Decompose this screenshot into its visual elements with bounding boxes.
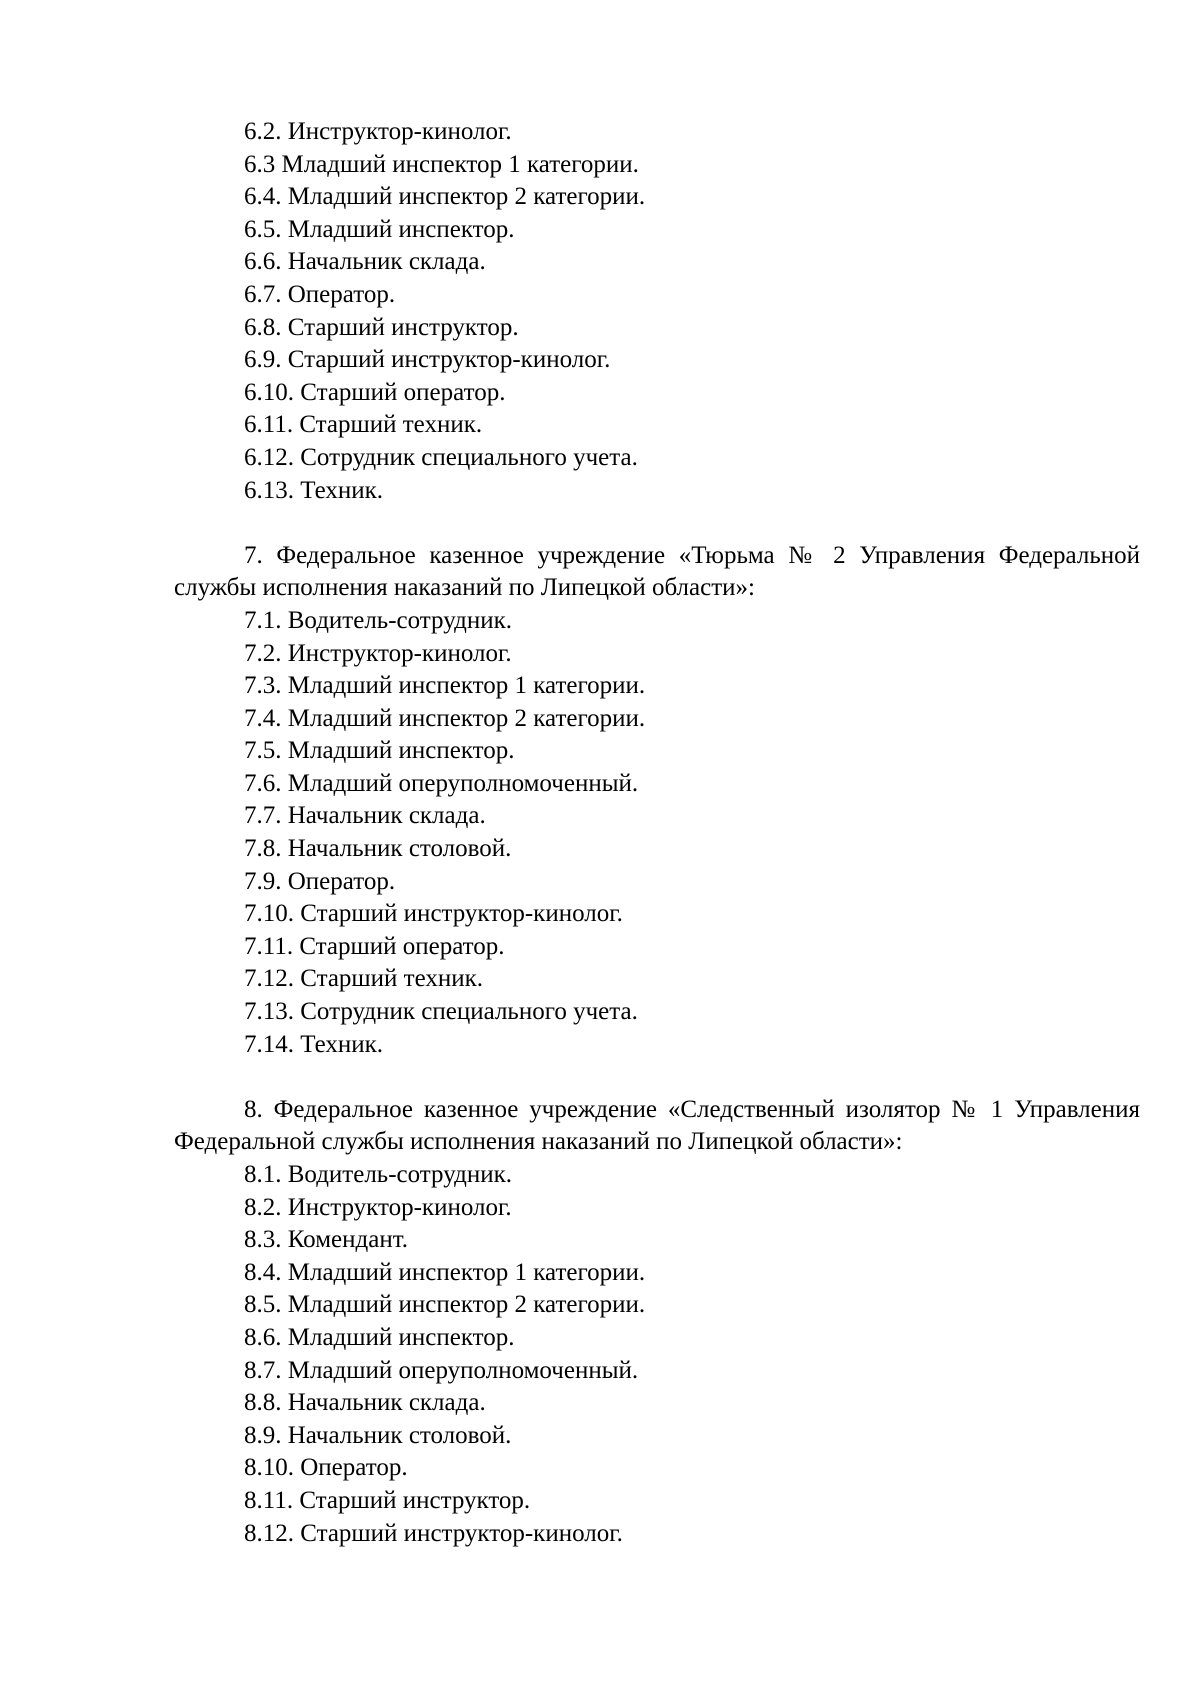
list-item: 7.7. Начальник склада.	[244, 802, 486, 830]
list-item: 6.9. Старший инструктор-кинолог.	[244, 346, 611, 374]
list-item: 7.9. Оператор.	[244, 867, 396, 895]
list-item: 7.14. Техник.	[244, 1030, 383, 1058]
list-item: 7.13. Сотрудник специального учета.	[244, 998, 638, 1026]
list-item: 8.7. Младший оперуполномоченный.	[244, 1356, 639, 1384]
section-8	[174, 1094, 1140, 1550]
list-item: 6.8. Старший инструктор.	[244, 313, 519, 341]
section-7	[174, 540, 1140, 1062]
list-item: 7.4. Младший инспектор 2 категории.	[244, 704, 646, 732]
list-item: 8.8. Начальник склада.	[244, 1389, 486, 1417]
list-item: 6.7. Оператор.	[244, 280, 396, 308]
paragraph-gap	[174, 1061, 1140, 1094]
list-item: 7.3. Младший инспектор 1 категории.	[244, 672, 646, 700]
list-item: 8.3. Комендант.	[244, 1226, 408, 1254]
list-item: 6.12. Сотрудник специального учета.	[244, 443, 638, 471]
list-item: 7.5. Младший инспектор.	[244, 737, 515, 765]
list-item: 7.8. Начальник столовой.	[244, 835, 512, 863]
list-item: 8.9. Начальник столовой.	[244, 1421, 512, 1449]
list-item: 8.10. Оператор.	[244, 1454, 408, 1482]
list-item: 6.3 Младший инспектор 1 категории.	[244, 150, 639, 178]
list-item: 6.11. Старший техник.	[244, 411, 483, 439]
list-item: 7.6. Младший оперуполномоченный.	[244, 769, 639, 797]
list-item: 6.2. Инструктор-кинолог.	[244, 118, 512, 145]
list-item: 6.13. Техник.	[244, 476, 383, 504]
list-item: 7.12. Старший техник.	[244, 965, 484, 993]
section-6	[174, 116, 1140, 507]
list-item: 8.4. Младший инспектор 1 категории.	[244, 1258, 646, 1286]
list-item: 8.6. Младший инспектор.	[244, 1323, 515, 1351]
list-item: 8.5. Младший инспектор 2 категории.	[244, 1291, 646, 1319]
list-item: 8.1. Водитель-сотрудник.	[244, 1161, 512, 1188]
paragraph-gap	[174, 507, 1140, 540]
section-heading: 8. Федеральное казенное учреждение «Следственный изолятор № 1 Управления Федеральной службы исполнения наказаний по Липецкой области»:	[174, 1095, 1140, 1156]
list-item: 6.10. Старший оператор.	[244, 378, 506, 406]
list-item: 7.2. Инструктор-кинолог.	[244, 639, 512, 667]
list-item: 7.11. Старший оператор.	[244, 932, 505, 960]
list-item: 6.6. Начальник склада.	[244, 248, 486, 276]
list-item: 8.11. Старший инструктор.	[244, 1486, 531, 1514]
list-item: 8.2. Инструктор-кинолог.	[244, 1193, 512, 1221]
list-item: 6.4. Младший инспектор 2 категории.	[244, 183, 646, 211]
section-heading: 7. Федеральное казенное учреждение «Тюрьма № 2 Управления Федеральной службы исполнения наказаний по Липецкой области»:	[174, 541, 1140, 602]
document-content	[174, 116, 1140, 1550]
list-item: 8.12. Старший инструктор-кинолог.	[244, 1519, 623, 1547]
list-item: 6.5. Младший инспектор.	[244, 215, 515, 243]
list-item: 7.10. Старший инструктор-кинолог.	[244, 900, 623, 928]
list-item: 7.1. Водитель-сотрудник.	[244, 606, 512, 634]
